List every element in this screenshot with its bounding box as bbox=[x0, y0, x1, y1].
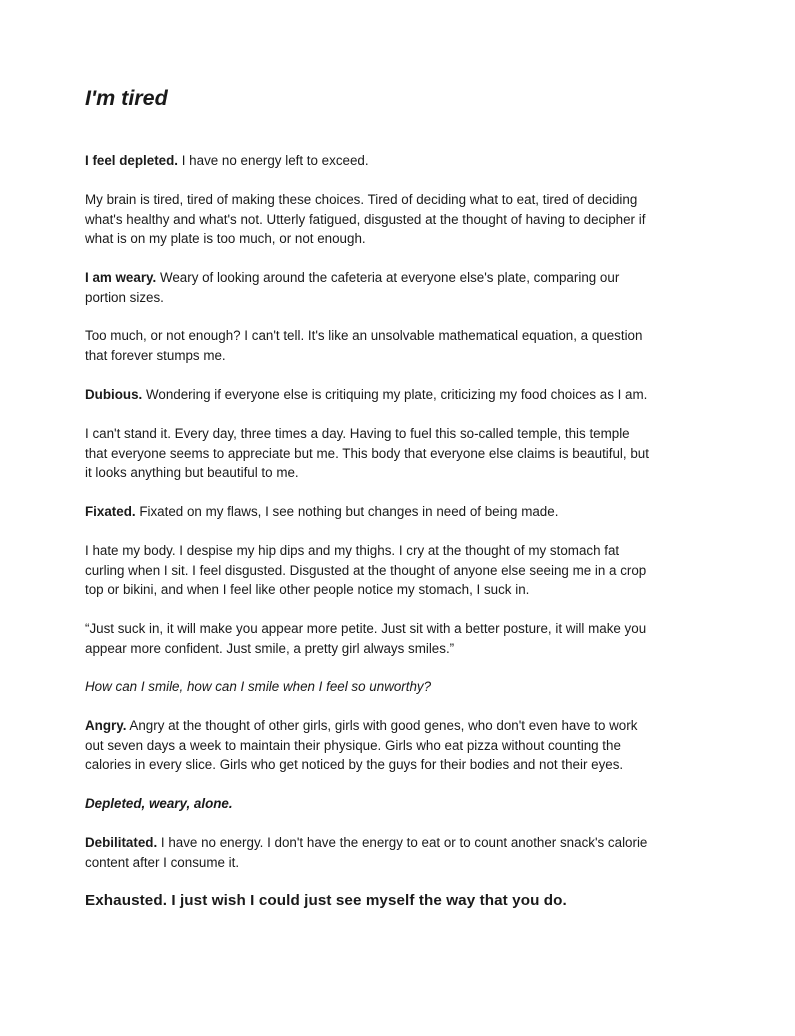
paragraph-line: I hate my body. I despise my hip dips and my thighs. I cry at the thought of my stomach fat bbox=[85, 543, 620, 558]
paragraph-line: appear more confident. Just smile, a pretty girl always smiles.” bbox=[85, 640, 455, 656]
paragraph-depleted-weary-alone bbox=[85, 794, 725, 814]
paragraph-quote bbox=[85, 619, 725, 658]
paragraph-text: I have no energy. I don't have the energy to eat or to count another snack's calorie bbox=[157, 835, 648, 850]
paragraph-brain-tired bbox=[85, 190, 725, 249]
paragraph-text: Wondering if everyone else is critiquing my plate, criticizing my food choices as I am. bbox=[142, 387, 648, 402]
paragraph-hate-my-body bbox=[85, 541, 725, 600]
paragraph-lead: Fixated. bbox=[85, 504, 136, 519]
paragraph-text: I have no energy left to exceed. bbox=[178, 153, 369, 168]
paragraph-line bbox=[85, 268, 725, 288]
paragraph-lead: I feel depleted. bbox=[85, 153, 179, 168]
paragraph-text: Weary of looking around the cafeteria at everyone else's plate, comparing our bbox=[156, 270, 620, 285]
paragraph-line: “Just suck in, it will make you appear more petite. Just sit with a better posture, it will make you bbox=[85, 621, 647, 636]
paragraph-line: My brain is tired, tired of making these choices. Tired of deciding what to eat, tired of deciding bbox=[85, 192, 638, 207]
document-title: I'm tired bbox=[85, 86, 168, 110]
paragraph-line: that forever stumps me. bbox=[85, 347, 226, 363]
paragraph-line bbox=[85, 502, 725, 522]
paragraph-lead: Depleted, weary, alone. bbox=[85, 796, 233, 811]
paragraph-lead: Debilitated. bbox=[85, 835, 158, 850]
paragraph-line: Exhausted. I just wish I could just see myself the way that you do. bbox=[85, 892, 567, 909]
paragraph-line: I can't stand it. Every day, three times a day. Having to fuel this so-called temple, this temple bbox=[85, 426, 630, 441]
paragraph-lead: I am weary. bbox=[85, 270, 157, 285]
paragraph-line bbox=[85, 716, 725, 736]
paragraph-line: Too much, or not enough? I can't tell. It's like an unsolvable mathematical equation, a question bbox=[85, 328, 643, 343]
paragraph-line: what's healthy and what's not. Utterly fatigued, disgusted at the thought of having to decipher if bbox=[85, 211, 646, 227]
paragraph-line: content after I consume it. bbox=[85, 854, 240, 870]
paragraph-fixated bbox=[85, 502, 725, 522]
paragraph-too-much bbox=[85, 326, 725, 365]
paragraph-line: that everyone seems to appreciate but me. This body that everyone else claims is beautiful, but bbox=[85, 445, 649, 461]
paragraph-how-can-i-smile bbox=[85, 677, 725, 697]
paragraph-dubious bbox=[85, 385, 725, 405]
paragraph-exhausted bbox=[85, 891, 725, 911]
paragraph-line: it looks anything but beautiful to me. bbox=[85, 465, 299, 480]
paragraph-weary bbox=[85, 268, 725, 307]
paragraph-line bbox=[85, 833, 725, 853]
paragraph-line: portion sizes. bbox=[85, 289, 164, 305]
paragraph-lead: Angry. bbox=[85, 718, 127, 733]
paragraph-line bbox=[85, 151, 725, 171]
paragraph-line: curling when I sit. I feel disgusted. Disgusted at the thought of anyone else seeing me in a crop bbox=[85, 562, 647, 578]
paragraph-text: Fixated on my flaws, I see nothing but changes in need of being made. bbox=[135, 504, 559, 519]
paragraph-depleted bbox=[85, 151, 725, 171]
paragraph-line: top or bikini, and when I feel like other people notice my stomach, I suck in. bbox=[85, 582, 530, 597]
paragraph-line: out seven days a week to maintain their physique. Girls who eat pizza without counting the bbox=[85, 737, 621, 753]
paragraph-debilitated bbox=[85, 833, 725, 872]
paragraph-text: Angry at the thought of other girls, girls with good genes, who don't even have to work bbox=[126, 718, 638, 733]
paragraph-line bbox=[85, 794, 725, 814]
paragraph-cant-stand-it bbox=[85, 424, 725, 483]
paragraph-line: How can I smile, how can I smile when I feel so unworthy? bbox=[85, 679, 432, 694]
paragraph-angry bbox=[85, 716, 725, 775]
paragraph-line: calories in every slice. Girls who get noticed by the guys for their bodies and not their eyes. bbox=[85, 757, 624, 772]
paragraph-line bbox=[85, 385, 725, 405]
paragraph-lead: Dubious. bbox=[85, 387, 143, 402]
paragraph-line: what is on my plate is too much, or not enough. bbox=[85, 231, 366, 246]
